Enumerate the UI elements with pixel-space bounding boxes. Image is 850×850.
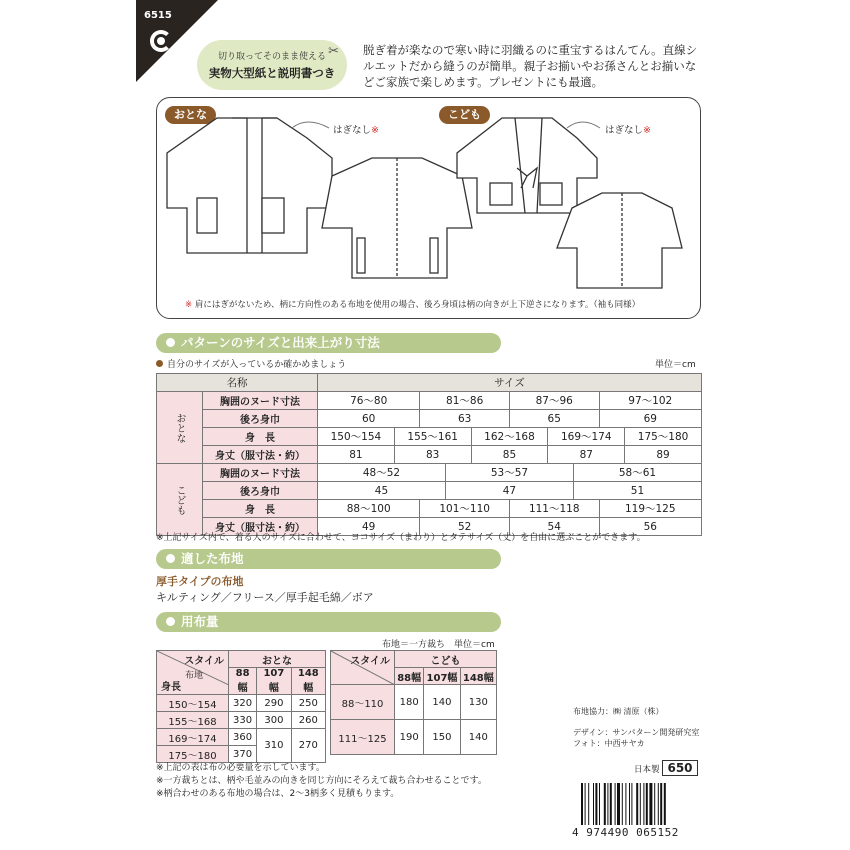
credit-design: デザイン：サンパターン開発研究室 xyxy=(573,728,700,737)
table-cell: 48〜52 xyxy=(318,464,446,482)
barcode-bar xyxy=(588,783,589,825)
row-label: 身 長 xyxy=(203,500,318,518)
table-cell: 56 xyxy=(599,518,701,536)
size-unit: 単位＝cm xyxy=(655,360,696,370)
table-cell: 270 xyxy=(291,729,325,763)
illustration-box xyxy=(156,97,701,319)
star-mark: ※ xyxy=(643,125,651,136)
table-cell: 89 xyxy=(625,446,702,464)
barcode-bar xyxy=(625,783,626,825)
scissors-icon: ✂ xyxy=(328,44,339,59)
promo-line1: 切り取ってそのまま使える xyxy=(217,52,326,62)
table-cell: 52 xyxy=(420,518,510,536)
star-mark: ※ xyxy=(371,125,379,136)
row-label: 胸囲のヌード寸法 xyxy=(203,392,318,410)
table-cell: 54 xyxy=(509,518,599,536)
note-line: ※柄合わせのある布地の場合は、2〜3柄多く見積もります。 xyxy=(156,789,400,799)
adult-badge: おとな xyxy=(165,106,216,124)
barcode-bar xyxy=(593,783,594,825)
height-cell: 169〜174 xyxy=(157,729,229,746)
table-cell: 130 xyxy=(460,685,496,720)
table-cell: 111〜118 xyxy=(509,500,599,518)
width-head: 107幅 xyxy=(257,668,291,695)
barcode-bar xyxy=(581,783,583,825)
row-label: 身丈（服寸法・約） xyxy=(203,446,318,464)
table-cell: 140 xyxy=(460,720,496,755)
yardage-notes xyxy=(156,762,487,801)
width-head: 148幅 xyxy=(291,668,325,695)
col-size: サイズ xyxy=(318,374,702,392)
note-star: ※ xyxy=(185,300,193,310)
table-cell: 60 xyxy=(318,410,420,428)
no-seam-adult xyxy=(333,122,379,136)
barcode-bar xyxy=(664,783,666,825)
yardage-section-header xyxy=(156,612,501,632)
table-cell: 76〜80 xyxy=(318,392,420,410)
table-cell: 69 xyxy=(599,410,701,428)
table-cell: 320 xyxy=(229,695,257,712)
barcode-bar xyxy=(643,783,644,825)
table-cell: 140 xyxy=(424,685,460,720)
size-section-header xyxy=(156,333,501,353)
no-seam-child xyxy=(605,122,651,136)
style-label: スタイル xyxy=(350,656,390,667)
table-cell: 45 xyxy=(318,482,446,500)
width-head: 107幅 xyxy=(424,668,460,685)
table-cell: 81 xyxy=(318,446,395,464)
barcode-number: 4 974490 065152 xyxy=(572,826,679,839)
no-seam-adult-text: はぎなし xyxy=(333,125,372,136)
table-cell: 330 xyxy=(229,712,257,729)
height-cell: 150〜154 xyxy=(157,695,229,712)
bullet-icon xyxy=(166,617,175,626)
barcode-bar xyxy=(595,783,597,825)
barcode-bar xyxy=(649,783,652,825)
table-cell: 81〜86 xyxy=(420,392,510,410)
table-cell: 290 xyxy=(257,695,291,712)
barcode-bar xyxy=(615,783,616,825)
width-head: 88幅 xyxy=(395,668,424,685)
credit-fabric: 布地協力：㈱ 清原（株） xyxy=(573,707,664,716)
table-cell: 310 xyxy=(257,729,291,763)
table-cell: 190 xyxy=(395,720,424,755)
fabric-type: 厚手タイプの布地 xyxy=(156,575,244,588)
barcode-bar xyxy=(636,783,638,825)
row-label: 後ろ身巾 xyxy=(203,410,318,428)
table-cell: 53〜57 xyxy=(445,464,573,482)
promo-pill xyxy=(197,40,347,90)
bullet-icon xyxy=(156,360,163,367)
child-group-label: こども xyxy=(157,464,203,536)
width-head: 148幅 xyxy=(460,668,496,685)
barcode-bar xyxy=(617,783,620,825)
row-label: 身 長 xyxy=(203,428,318,446)
barcode-bar xyxy=(660,783,662,825)
row-label: 身丈（服寸法・約） xyxy=(203,518,318,536)
barcode-bar xyxy=(629,783,630,825)
table-cell: 63 xyxy=(420,410,510,428)
barcode-bar xyxy=(631,783,632,825)
diag-header xyxy=(157,651,229,695)
height-label: 身長 xyxy=(161,682,181,693)
table-cell: 47 xyxy=(445,482,573,500)
yardage-unit-note: 布地＝一方裁ち 単位＝cm xyxy=(382,640,495,650)
bullet-icon xyxy=(166,554,175,563)
product-code: 6515 xyxy=(144,10,172,21)
promo-line2: 実物大型紙と説明書つき xyxy=(208,66,336,80)
child-col-head: こども xyxy=(395,651,497,668)
table-cell: 65 xyxy=(509,410,599,428)
fabric-width-label: 布地 xyxy=(185,671,204,681)
diag-header xyxy=(331,651,395,685)
barcode-bar xyxy=(599,783,600,825)
credit-photo: フォト：中西サヤカ xyxy=(573,739,645,748)
table-cell: 250 xyxy=(291,695,325,712)
height-cell: 88〜110 xyxy=(331,685,395,720)
table-cell: 58〜61 xyxy=(573,464,701,482)
yardage-section-title: 用布量 xyxy=(181,614,219,629)
row-label: 胸囲のヌード寸法 xyxy=(203,464,318,482)
height-cell: 175〜180 xyxy=(157,746,229,763)
size-footnote: ※上記サイズ内で、着る人のサイズに合わせて、ヨコサイズ（まわり）とタテサイズ（丈）を自由に選ぶことができます。 xyxy=(156,533,646,543)
yardage-adult-table xyxy=(156,650,326,763)
made-in: 日本製 xyxy=(634,765,660,775)
row-label: 後ろ身巾 xyxy=(203,482,318,500)
barcode-bar xyxy=(610,783,612,825)
table-cell: 162〜168 xyxy=(471,428,548,446)
note-line: ※一方裁ちとは、柄や毛並みの向きを同じ方向にそろえて裁ち合わせることです。 xyxy=(156,776,487,786)
height-cell: 111〜125 xyxy=(331,720,395,755)
table-cell: 150〜154 xyxy=(318,428,395,446)
fabric-section-title: 適した布地 xyxy=(181,551,244,566)
height-cell: 155〜168 xyxy=(157,712,229,729)
table-cell: 360 xyxy=(229,729,257,746)
illustration-note xyxy=(185,298,640,310)
barcode-bar xyxy=(585,783,586,825)
table-cell: 87 xyxy=(548,446,625,464)
adult-group-label: おとな xyxy=(157,392,203,464)
table-cell: 150 xyxy=(424,720,460,755)
table-cell: 101〜110 xyxy=(420,500,510,518)
table-cell: 51 xyxy=(573,482,701,500)
size-table xyxy=(156,373,702,536)
adult-col-head: おとな xyxy=(229,651,326,668)
table-cell: 155〜161 xyxy=(394,428,471,446)
barcode-bar xyxy=(607,783,608,825)
barcode-bar xyxy=(654,783,655,825)
table-cell: 370 xyxy=(229,746,257,763)
table-cell: 87〜96 xyxy=(509,392,599,410)
yardage-child-table xyxy=(330,650,497,755)
size-section-title: パターンのサイズと出来上がり寸法 xyxy=(181,335,380,350)
brand-logo-icon xyxy=(150,30,172,52)
barcode-bar xyxy=(646,783,648,825)
table-cell: 83 xyxy=(394,446,471,464)
price-box: 650 xyxy=(662,760,698,776)
size-check-note xyxy=(156,357,346,370)
barcode-bar xyxy=(658,783,659,825)
width-head: 88幅 xyxy=(229,668,257,695)
style-label: スタイル xyxy=(184,656,224,667)
fabric-section-header xyxy=(156,549,501,569)
table-cell: 97〜102 xyxy=(599,392,701,410)
intro-text: 脱ぎ着が楽なので寒い時に羽織るのに重宝するはんてん。直線シルエットだから縫うのが簡単。親子お揃いやお孫さんとお揃いなどご家族で楽しめます。プレゼントにも最適。 xyxy=(363,43,698,89)
table-cell: 88〜100 xyxy=(318,500,420,518)
barcode-bar xyxy=(640,783,641,825)
table-cell: 260 xyxy=(291,712,325,729)
no-seam-child-text: はぎなし xyxy=(605,125,644,136)
table-cell: 119〜125 xyxy=(599,500,701,518)
size-check-text: 自分のサイズが入っているか確かめましょう xyxy=(167,360,347,370)
table-cell: 175〜180 xyxy=(625,428,702,446)
bullet-icon xyxy=(166,338,175,347)
barcode xyxy=(579,783,701,827)
barcode-bar xyxy=(604,783,606,825)
fabric-list: キルティング／フリース／厚手起毛綿／ボア xyxy=(156,591,374,604)
barcode-bar xyxy=(622,783,623,825)
table-cell: 169〜174 xyxy=(548,428,625,446)
table-cell: 180 xyxy=(395,685,424,720)
table-cell: 300 xyxy=(257,712,291,729)
col-name: 名称 xyxy=(157,374,318,392)
table-cell: 85 xyxy=(471,446,548,464)
illustration-note-text: 肩にはぎがないため、柄に方向性のある布地を使用の場合、後ろ身頃は柄の向きが上下逆さになります。（袖も同様） xyxy=(194,300,641,310)
note-line: ※上記の表は布の必要量を示しています。 xyxy=(156,763,325,773)
child-badge: こども xyxy=(439,106,490,124)
table-cell: 49 xyxy=(318,518,420,536)
